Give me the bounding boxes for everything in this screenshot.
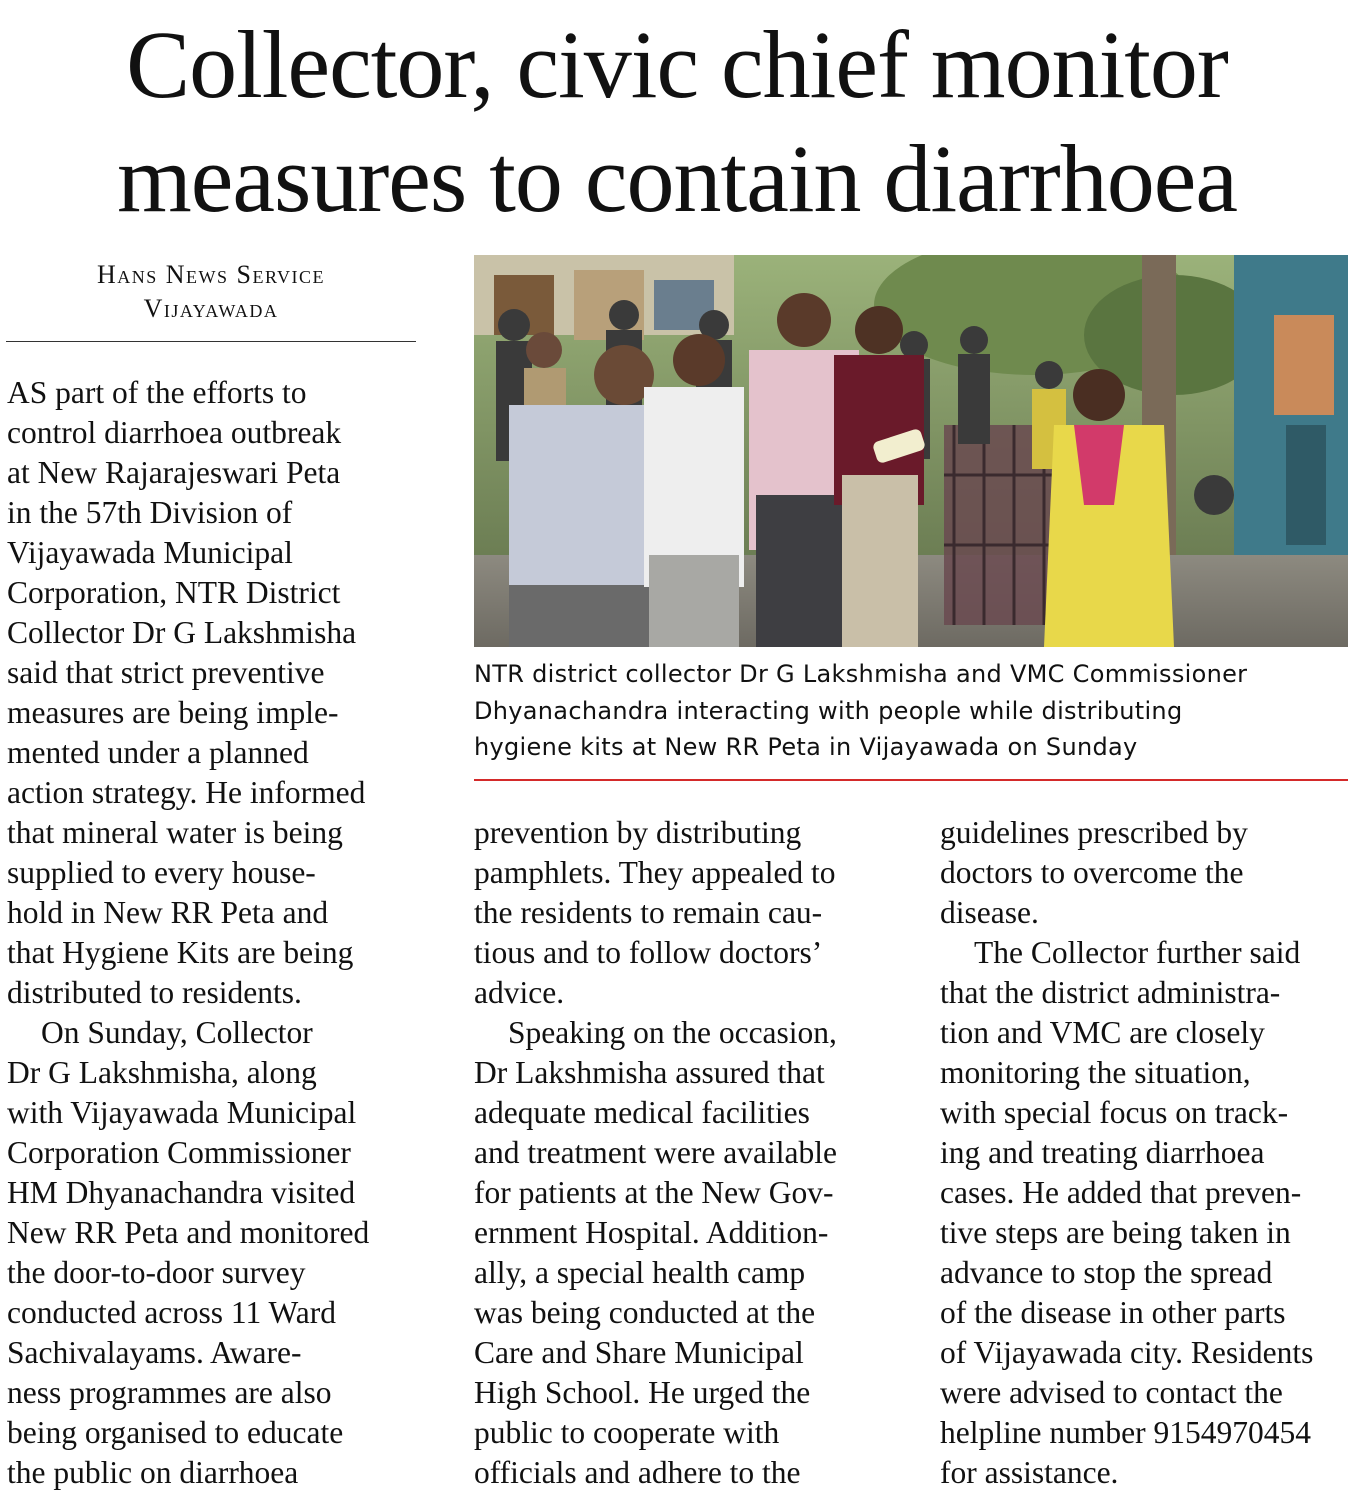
text-line: being organised to educate (7, 1415, 344, 1450)
text-line: guidelines prescribed by (940, 815, 1248, 850)
text-line: for assistance. (940, 1455, 1119, 1490)
text-line: monitoring the situation, (940, 1055, 1251, 1090)
text-line: AS part of the efforts to (7, 375, 307, 410)
text-line: prevention by distributing (474, 815, 802, 850)
text-line: tive steps are being taken in (940, 1215, 1291, 1250)
text-line: measures are being imple- (7, 695, 339, 730)
text-line: with Vijayawada Municipal (7, 1095, 357, 1130)
text-line: action strategy. He informed (7, 775, 366, 810)
text-line: the door-to-door survey (7, 1255, 306, 1290)
text-line: disease. (940, 895, 1039, 930)
text-line: the residents to remain cau- (474, 895, 823, 930)
text-line: doctors to overcome the (940, 855, 1244, 890)
text-line: said that strict preventive (7, 655, 325, 690)
text-line: for patients at the New Gov- (474, 1175, 834, 1210)
text-line: pamphlets. They appealed to (474, 855, 836, 890)
text-line: Dr Lakshmisha assured that (474, 1055, 825, 1090)
text-line: Dr G Lakshmisha, along (7, 1055, 317, 1090)
text-line: tious and to follow doctors’ (474, 935, 823, 970)
text-line: Sachivalayams. Aware- (7, 1335, 302, 1370)
text-line: On Sunday, Collector (41, 1015, 313, 1050)
text-line: public to cooperate with (474, 1415, 780, 1450)
text-line: ness programmes are also (7, 1375, 332, 1410)
text-line: at New Rajarajeswari Peta (7, 455, 341, 490)
caption-line-1: NTR district collector Dr G Lakshmisha and VMC Commissioner (474, 660, 1248, 688)
text-line: Collector Dr G Lakshmisha (7, 615, 357, 650)
text-line: advice. (474, 975, 565, 1010)
text-line: with special focus on track- (940, 1095, 1289, 1130)
text-line: ing and treating diarrhoea (940, 1135, 1265, 1170)
article-column-3 (940, 813, 1350, 1493)
text-line: mented under a planned (7, 735, 309, 770)
text-line: that the district administra- (940, 975, 1281, 1010)
text-line: of the disease in other parts (940, 1295, 1286, 1330)
caption-line-3: hygiene kits at New RR Peta in Vijayawada on Sunday (474, 733, 1138, 761)
text-line: supplied to every house- (7, 855, 316, 890)
text-line: advance to stop the spread (940, 1255, 1273, 1290)
text-line: cases. He added that preven- (940, 1175, 1302, 1210)
text-line: Vijayawada Municipal (7, 535, 293, 570)
byline-agency: Hans News Service (96, 260, 326, 289)
caption-line-2: Dhyanachandra interacting with people while distributing (474, 696, 1183, 725)
text-line: Corporation Commissioner (7, 1135, 351, 1170)
headline-line-1: Collector, civic chief monitor (126, 11, 1228, 118)
photo-caption (474, 656, 1348, 766)
article-column-1 (7, 373, 427, 1493)
text-line: of Vijayawada city. Residents (940, 1335, 1314, 1370)
byline-location: Vijayawada (143, 294, 279, 323)
photo-illustration (474, 255, 1348, 647)
text-line: and treatment were available (474, 1135, 837, 1170)
text-line: in the 57th Division of (7, 495, 293, 530)
headline (0, 8, 1354, 236)
text-line: that mineral water is being (7, 815, 343, 850)
caption-divider (474, 779, 1348, 781)
text-line: conducted across 11 Ward (7, 1295, 336, 1330)
text-line: the public on diarrhoea (7, 1455, 299, 1490)
byline (6, 258, 416, 326)
text-line: ally, a special health camp (474, 1255, 806, 1290)
text-line: officials and adhere to the (474, 1455, 801, 1490)
article-column-2 (474, 813, 894, 1493)
text-line: tion and VMC are closely (940, 1015, 1265, 1050)
text-line: ernment Hospital. Addition- (474, 1215, 829, 1250)
news-photo (474, 255, 1348, 647)
text-line: adequate medical facilities (474, 1095, 810, 1130)
text-line: Corporation, NTR District (7, 575, 341, 610)
text-line: that Hygiene Kits are being (7, 935, 354, 970)
text-line: distributed to residents. (7, 975, 302, 1010)
byline-divider (6, 341, 416, 342)
text-line: helpline number 9154970454 (940, 1415, 1311, 1450)
text-line: control diarrhoea outbreak (7, 415, 342, 450)
text-line: HM Dhyanachandra visited (7, 1175, 356, 1210)
text-line: Speaking on the occasion, (508, 1015, 837, 1050)
text-line: were advised to contact the (940, 1375, 1283, 1410)
text-line: was being conducted at the (474, 1295, 816, 1330)
text-line: hold in New RR Peta and (7, 895, 329, 930)
text-line: Care and Share Municipal (474, 1335, 804, 1370)
text-line: The Collector further said (974, 935, 1301, 970)
text-line: New RR Peta and monitored (7, 1215, 370, 1250)
headline-line-2: measures to contain diarrhoea (117, 125, 1237, 232)
text-line: High School. He urged the (474, 1375, 811, 1410)
